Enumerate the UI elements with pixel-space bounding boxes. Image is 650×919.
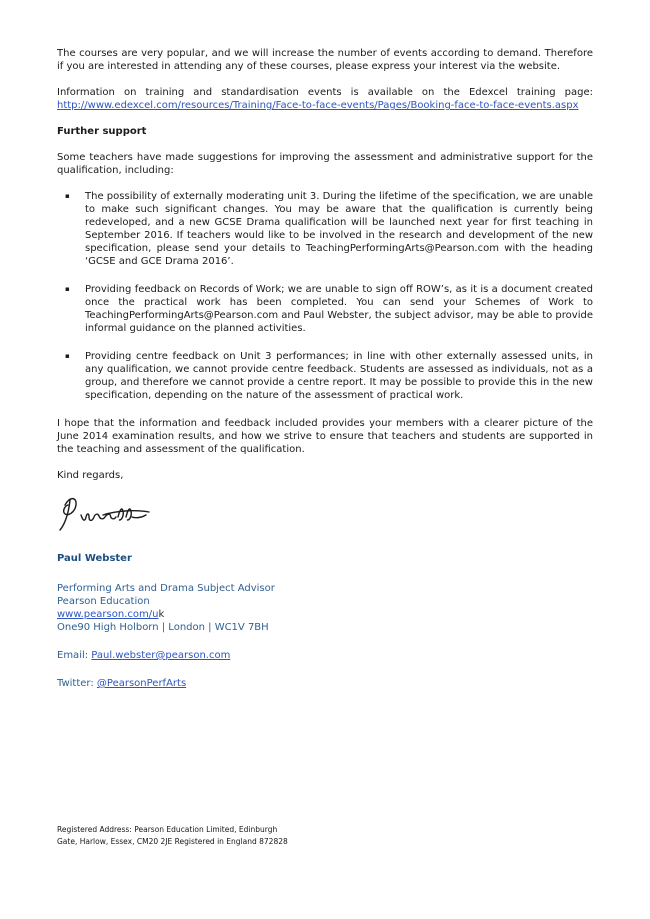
pearson-website-link[interactable]: www.pearson.com/u bbox=[57, 609, 159, 620]
website-tail-text: k bbox=[158, 609, 165, 620]
twitter-link[interactable]: @PearsonPerfArts bbox=[96, 678, 187, 689]
bullet-text-moderating-unit3: The possibility of externally moderating unit 3. During the lifetime of the specification, we are unable to make such significant changes. You may be aware that the qualification is currently being redeveloped, and a new GCSE Drama qualification will be launched next year for first teaching in September 2016. If teachers would like to be involved in the research and development of the new specification, please send your details to TeachingPerformingArts@Pearson.com with the heading ‘GCSE and GCE Drama 2016’. bbox=[85, 191, 593, 267]
bullet-text-records-of-work: Providing feedback on Records of Work; we are unable to sign off ROW’s, as it is a document created once the practical work has been completed. You can send your Schemes of Work to TeachingPerformingArts@Pearson.com and Paul Webster, the subject advisor, may be able to provide informal guidance on the planned activities. bbox=[85, 284, 593, 334]
edexcel-training-link[interactable]: http://www.edexcel.com/resources/Training/Face-to-face-events/Pages/Booking-face-to-face-events.aspx bbox=[57, 100, 579, 111]
list-item bbox=[57, 350, 593, 402]
email-row bbox=[57, 649, 593, 662]
training-info-text: Information on training and standardisation events is available on the Edexcel training page: bbox=[57, 87, 593, 98]
signature-area bbox=[57, 494, 593, 536]
website-row bbox=[57, 608, 593, 621]
email-label: Email: bbox=[57, 650, 92, 661]
contact-block bbox=[57, 582, 593, 634]
suggestions-list bbox=[57, 190, 593, 402]
list-item bbox=[57, 190, 593, 268]
paragraph-training-info bbox=[57, 86, 593, 112]
list-item bbox=[57, 283, 593, 335]
valediction: Kind regards, bbox=[57, 470, 124, 481]
twitter-row bbox=[57, 677, 593, 690]
paragraph-courses-popular: The courses are very popular, and we will increase the number of events according to demand. Therefore if you are interested in attending any of these courses, please express your interest via the website. bbox=[57, 48, 593, 72]
paragraph-closing: I hope that the information and feedback included provides your members with a clearer picture of the June 2014 examination results, and how we strive to ensure that teachers and students are supported in the teaching and assessment of the qualification. bbox=[57, 418, 593, 455]
registered-address-footer bbox=[57, 824, 288, 847]
footer-line-2: Gate, Harlow, Essex, CM20 2JE Registered in England 872828 bbox=[57, 836, 288, 846]
office-address: One90 High Holborn | London | WC1V 7BH bbox=[57, 622, 269, 633]
further-support-heading: Further support bbox=[57, 126, 147, 137]
footer-line-1: Registered Address: Pearson Education Limited, Edinburgh bbox=[57, 825, 278, 834]
bullet-icon: ▪ bbox=[65, 192, 70, 200]
twitter-label: Twitter: bbox=[57, 678, 97, 689]
letter-body bbox=[57, 47, 593, 690]
bullet-icon: ▪ bbox=[65, 352, 70, 360]
signatory-company: Pearson Education bbox=[57, 596, 150, 607]
handwritten-signature-image bbox=[57, 494, 161, 536]
paragraph-suggestions-intro: Some teachers have made suggestions for improving the assessment and administrative support for the qualification, including: bbox=[57, 152, 593, 176]
signatory-name: Paul Webster bbox=[57, 553, 132, 564]
bullet-text-centre-feedback: Providing centre feedback on Unit 3 performances; in line with other externally assessed units, in any qualification, we cannot provide centre feedback. Students are assessed as individuals, not as a group, and therefore we cannot provide a centre report. It may be possible to provide this in the new specification, depending on the nature of the assessment of practical work. bbox=[85, 351, 593, 401]
bullet-icon: ▪ bbox=[65, 285, 70, 293]
signatory-role: Performing Arts and Drama Subject Advisor bbox=[57, 583, 275, 594]
email-link[interactable]: Paul.webster@pearson.com bbox=[91, 650, 231, 661]
